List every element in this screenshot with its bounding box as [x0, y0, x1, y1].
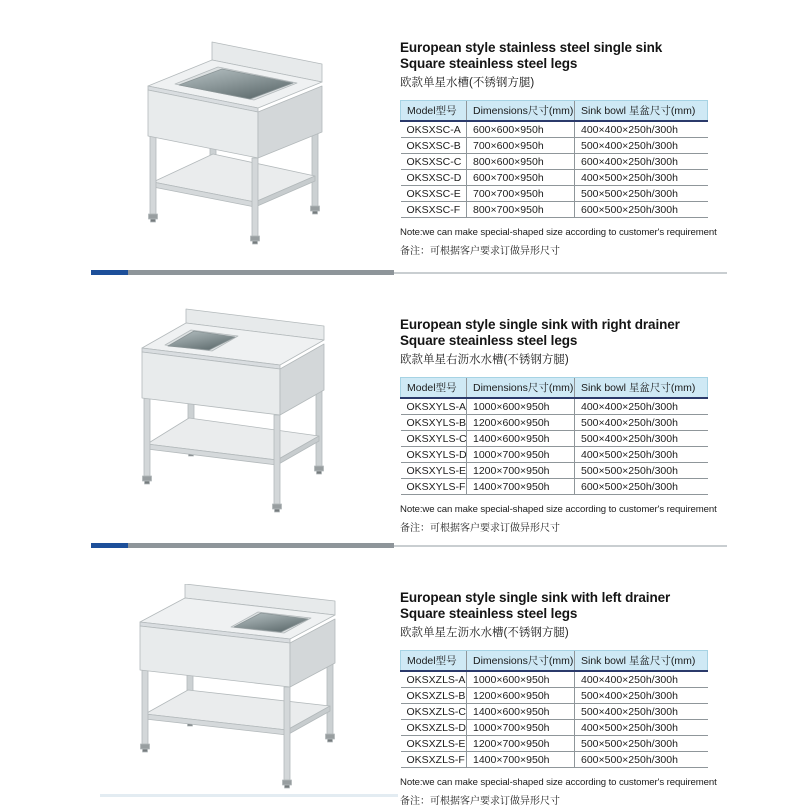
product-image-single-sink: [62, 30, 378, 258]
table-cell: OKSXZLS-D: [401, 720, 467, 736]
header-row: [401, 378, 708, 399]
table-cell: 1000×600×950h: [467, 671, 575, 688]
table-row: [401, 202, 708, 218]
spec-table-body: [401, 671, 708, 768]
table-cell: 400×400×250h/300h: [575, 398, 708, 415]
note-chinese: 备注：可根据客户要求订做异形尺寸: [400, 523, 560, 535]
table-cell: 1200×700×950h: [467, 736, 575, 752]
table-cell: 1200×600×950h: [467, 415, 575, 431]
spec-table: [400, 377, 708, 495]
sink-body: [142, 323, 324, 415]
spec-table: [400, 100, 708, 218]
table-row: [401, 154, 708, 170]
column-header: Dimensions尺寸(mm): [467, 651, 575, 672]
table-cell: OKSXZLS-E: [401, 736, 467, 752]
table-cell: 700×600×950h: [467, 138, 575, 154]
product-image-left-drainer-sink: [60, 584, 376, 792]
table-cell: 600×500×250h/300h: [575, 202, 708, 218]
divider-gray-segment: [128, 270, 394, 275]
table-row: [401, 736, 708, 752]
table-cell: 1400×600×950h: [467, 431, 575, 447]
table-cell: OKSXYLS-F: [401, 479, 467, 495]
table-row: [401, 688, 708, 704]
single-sink-drawing: [62, 30, 378, 258]
table-cell: OKSXZLS-C: [401, 704, 467, 720]
product-title-line2: Square steainless steel legs: [400, 332, 578, 348]
table-row: [401, 121, 708, 138]
table-row: [401, 138, 708, 154]
bottom-partial-divider: [100, 794, 398, 797]
table-cell: OKSXYLS-E: [401, 463, 467, 479]
divider-light-segment: [394, 272, 727, 274]
table-row: [401, 415, 708, 431]
table-cell: 500×400×250h/300h: [575, 138, 708, 154]
table-row: [401, 479, 708, 495]
table-row: [401, 720, 708, 736]
product-title-chinese: 欧款单星左沥水水槽(不锈钢方腿): [400, 627, 569, 640]
product-title-line1: European style single sink with right drainer: [400, 317, 680, 332]
table-row: [401, 752, 708, 768]
divider-light-segment: [394, 545, 727, 547]
table-cell: OKSXSC-A: [401, 121, 467, 138]
table-cell: 1400×700×950h: [467, 479, 575, 495]
table-cell: 400×500×250h/300h: [575, 447, 708, 463]
table-cell: 500×400×250h/300h: [575, 431, 708, 447]
section-divider: [91, 543, 727, 548]
table-cell: 600×500×250h/300h: [575, 752, 708, 768]
column-header: Sink bowl 星盆尺寸(mm): [575, 378, 708, 399]
table-row: [401, 186, 708, 202]
table-cell: 500×400×250h/300h: [575, 688, 708, 704]
spec-table-head: [401, 651, 708, 672]
divider-blue-segment: [91, 270, 128, 275]
product-image-right-drainer-sink: [60, 308, 376, 540]
note-chinese: 备注：可根据客户要求订做异形尺寸: [400, 796, 560, 807]
product-title-line1: European style single sink with left drainer: [400, 590, 671, 605]
column-header: Sink bowl 星盆尺寸(mm): [575, 101, 708, 122]
table-cell: 400×400×250h/300h: [575, 121, 708, 138]
table-row: [401, 398, 708, 415]
column-header: Model型号: [401, 378, 467, 399]
table-row: [401, 463, 708, 479]
table-cell: OKSXSC-E: [401, 186, 467, 202]
note-chinese: 备注：可根据客户要求订做异形尺寸: [400, 246, 560, 258]
table-cell: 500×400×250h/300h: [575, 704, 708, 720]
product-section-single-sink: [400, 40, 722, 257]
spec-table-body: [401, 398, 708, 495]
left-drainer-sink-drawing: [60, 584, 376, 792]
table-cell: OKSXZLS-B: [401, 688, 467, 704]
column-header: Sink bowl 星盆尺寸(mm): [575, 651, 708, 672]
table-cell: 1400×700×950h: [467, 752, 575, 768]
table-row: [401, 170, 708, 186]
table-cell: 800×600×950h: [467, 154, 575, 170]
table-cell: OKSXYLS-B: [401, 415, 467, 431]
table-cell: 1400×600×950h: [467, 704, 575, 720]
undershelf: [145, 690, 330, 735]
table-cell: 1000×700×950h: [467, 720, 575, 736]
product-title-line2: Square steainless steel legs: [400, 55, 578, 71]
column-header: Dimensions尺寸(mm): [467, 378, 575, 399]
spec-table-head: [401, 101, 708, 122]
table-cell: 600×700×950h: [467, 170, 575, 186]
table-cell: 400×500×250h/300h: [575, 720, 708, 736]
table-row: [401, 431, 708, 447]
undershelf: [153, 154, 315, 207]
sink-body: [140, 598, 335, 687]
section-divider: [91, 270, 727, 275]
note-english: Note:we can make special-shaped size according to customer's requirement: [400, 227, 717, 239]
spec-table-body: [401, 121, 708, 218]
product-title-line2: Square steainless steel legs: [400, 605, 578, 621]
table-cell: 500×500×250h/300h: [575, 463, 708, 479]
column-header: Model型号: [401, 651, 467, 672]
table-cell: 500×500×250h/300h: [575, 736, 708, 752]
table-cell: 400×400×250h/300h: [575, 671, 708, 688]
product-title-line1: European style stainless steel single sink: [400, 40, 663, 55]
table-cell: 500×500×250h/300h: [575, 186, 708, 202]
table-cell: 400×500×250h/300h: [575, 170, 708, 186]
spec-table-head: [401, 378, 708, 399]
table-cell: 600×600×950h: [467, 121, 575, 138]
divider-gray-segment: [128, 543, 394, 548]
note-english: Note:we can make special-shaped size according to customer's requirement: [400, 777, 717, 789]
note-english: Note:we can make special-shaped size according to customer's requirement: [400, 504, 717, 516]
product-section-left-drainer: [400, 590, 722, 807]
header-row: [401, 651, 708, 672]
table-cell: 1000×700×950h: [467, 447, 575, 463]
table-cell: OKSXSC-B: [401, 138, 467, 154]
table-cell: 500×400×250h/300h: [575, 415, 708, 431]
table-row: [401, 671, 708, 688]
table-cell: OKSXYLS-A: [401, 398, 467, 415]
column-header: Dimensions尺寸(mm): [467, 101, 575, 122]
table-cell: OKSXSC-D: [401, 170, 467, 186]
right-drainer-sink-drawing: [60, 308, 376, 540]
divider-blue-segment: [91, 543, 128, 548]
spec-table: [400, 650, 708, 768]
product-title-chinese: 欧款单星水槽(不锈钢方腿): [400, 77, 535, 90]
product-title-chinese: 欧款单星右沥水水槽(不锈钢方腿): [400, 354, 569, 367]
table-cell: 1200×600×950h: [467, 688, 575, 704]
product-section-right-drainer: [400, 317, 722, 534]
table-cell: OKSXZLS-F: [401, 752, 467, 768]
header-row: [401, 101, 708, 122]
table-row: [401, 447, 708, 463]
table-cell: OKSXZLS-A: [401, 671, 467, 688]
table-cell: 600×500×250h/300h: [575, 479, 708, 495]
table-cell: OKSXYLS-D: [401, 447, 467, 463]
table-cell: 700×700×950h: [467, 186, 575, 202]
undershelf: [147, 418, 319, 465]
table-cell: 600×400×250h/300h: [575, 154, 708, 170]
table-row: [401, 704, 708, 720]
table-cell: 800×700×950h: [467, 202, 575, 218]
table-cell: 1200×700×950h: [467, 463, 575, 479]
column-header: Model型号: [401, 101, 467, 122]
table-cell: 1000×600×950h: [467, 398, 575, 415]
table-cell: OKSXSC-C: [401, 154, 467, 170]
table-cell: OKSXSC-F: [401, 202, 467, 218]
table-cell: OKSXYLS-C: [401, 431, 467, 447]
